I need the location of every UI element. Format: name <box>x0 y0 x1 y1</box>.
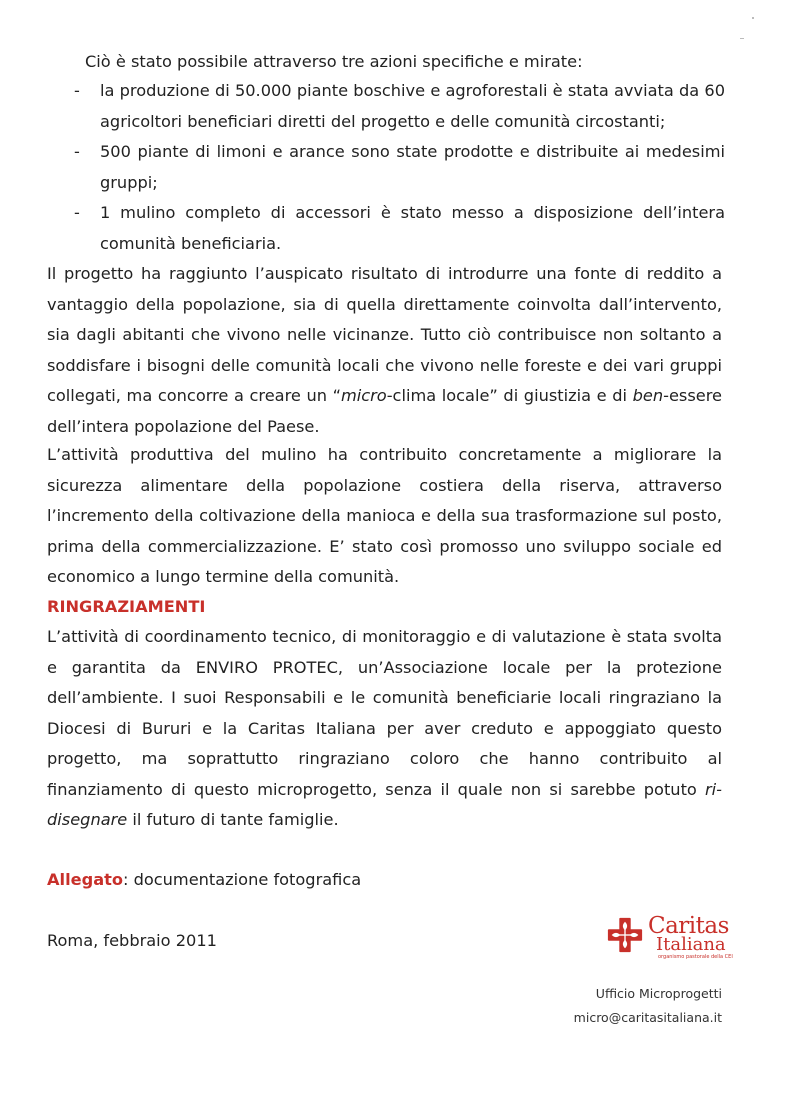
paragraph-results <box>47 259 722 442</box>
attachment-label: Allegato <box>47 870 123 889</box>
italic-run: micro <box>340 386 387 405</box>
bullet-text: la produzione di 50.000 piante boschive e agroforestali è stata avviata da 60 agricoltori beneficiari diretti del progetto e delle comunità circostanti; <box>100 81 725 131</box>
intro-text: Ciò è stato possibile attraverso tre azioni specifiche e mirate: <box>85 52 583 71</box>
contact-email: micro@caritasitaliana.it <box>573 1010 722 1025</box>
attachment-line <box>47 865 361 895</box>
text-run: Il progetto ha raggiunto l’auspicato risultato di introdurre una fonte di reddito a vantaggio della popolazione, sia di quella direttamente coinvolta dall’intervento, sia dagli abitanti che vivono nelle vicinanze. Tutto ciò contribuisce non soltanto a soddisfare i bisogni delle comunità locali che vivono nelle foreste e dei vari gruppi collegati, ma concorre a creare un “ <box>47 264 722 405</box>
bullet-text: 500 piante di limoni e arance sono state prodotte e distribuite ai medesimi gruppi; <box>100 142 725 192</box>
bullet-dash: - <box>74 81 80 100</box>
text-run: -essere dell’intera popolazione del Paese. <box>47 386 722 436</box>
scan-speck <box>740 38 744 39</box>
bullet-dash: - <box>74 142 80 161</box>
logo-tagline: organismo pastorale della CEI <box>658 954 733 960</box>
italic-run: ben <box>632 386 664 405</box>
paragraph-mill: L’attività produttiva del mulino ha contribuito concretamente a migliorare la sicurezza alimentare della popolazione costiera della riserva, attraverso l’incremento della coltivazione della manioca e della sua trasformazione sul posto, prima della commercializzazione. E’ stato così promosso uno sviluppo sociale ed economico a lungo termine della comunità. <box>47 445 722 586</box>
bullet-text: 1 mulino completo di accessori è stato messo a disposizione dell’intera comunità beneficiaria. <box>100 203 725 253</box>
office-name: Ufficio Microprogetti <box>595 986 722 1001</box>
date-line: Roma, febbraio 2011 <box>47 931 217 950</box>
paragraph-thanks <box>47 622 722 836</box>
caritas-logo <box>606 913 733 962</box>
scan-speck <box>752 17 754 19</box>
section-heading: RINGRAZIAMENTI <box>47 597 206 616</box>
bullet-dash: - <box>74 203 80 222</box>
text-run: L’attività di coordinamento tecnico, di monitoraggio e di valutazione è stata svolta e garantita da ENVIRO PROTEC, un’Associazione locale per la protezione dell’ambiente. I suoi Responsabili e le comunità beneficiarie locali ringraziano la Diocesi di Bururi e la Caritas Italiana per aver creduto e appoggiato questo progetto, ma soprattutto ringraziano coloro che hanno contribuito al finanziamento di questo microprogetto, senza il quale non si sarebbe potuto <box>47 627 722 799</box>
attachment-text: : documentazione fotografica <box>122 870 362 889</box>
text-run: -clima locale” di giustizia e di <box>386 386 633 405</box>
text-run: il futuro di tante famiglie. <box>127 810 339 829</box>
logo-text-caritas: Caritas <box>648 913 729 939</box>
logo-text-italiana: Italiana <box>656 934 726 955</box>
italic-run: ri-disegnare <box>47 779 722 829</box>
caritas-cross-icon <box>606 916 644 954</box>
